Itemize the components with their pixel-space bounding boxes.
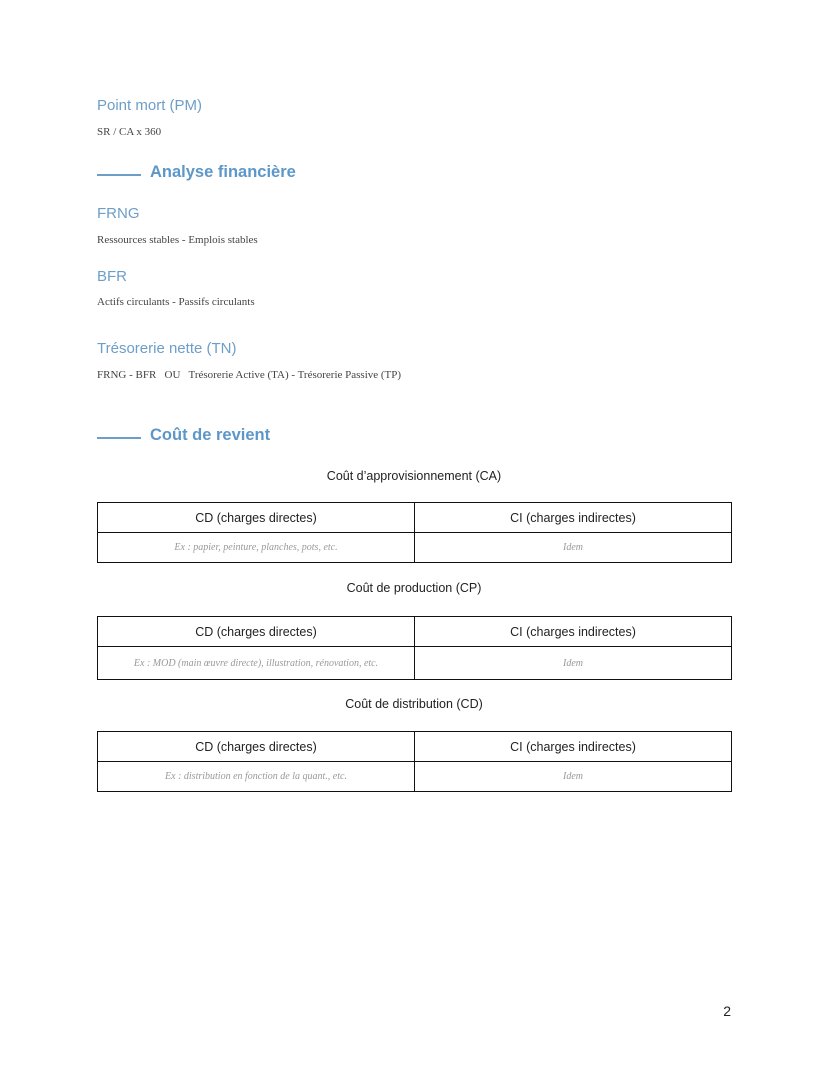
table-approvisionnement	[97, 502, 732, 563]
page-number: 2	[723, 1003, 731, 1019]
table-title-distribution: Coût de distribution (CD)	[345, 697, 483, 711]
table-example-cd: Ex : MOD (main œuvre directe), illustration, rénovation, etc.	[98, 647, 415, 680]
formula-frng: Ressources stables - Emplois stables	[97, 234, 258, 246]
table-header-ci: CI (charges indirectes)	[415, 617, 732, 647]
table-production	[97, 616, 732, 680]
heading-analyse-financiere: Analyse financière	[150, 163, 296, 181]
heading-tresorerie-nette: Trésorerie nette (TN)	[97, 340, 237, 357]
formula-tresorerie-nette: FRNG - BFR OU Trésorerie Active (TA) - Trésorerie Passive (TP)	[97, 369, 402, 381]
heading-cout-de-revient: Coût de revient	[150, 426, 271, 444]
table-header-cd: CD (charges directes)	[98, 503, 415, 533]
table-header-cd: CD (charges directes)	[98, 732, 415, 762]
table-header-cd: CD (charges directes)	[98, 617, 415, 647]
heading-frng: FRNG	[97, 205, 140, 222]
table-example-cd: Ex : distribution en fonction de la quant., etc.	[98, 762, 415, 792]
table-header-ci: CI (charges indirectes)	[415, 503, 732, 533]
section-rule-analyse	[97, 174, 141, 176]
table-distribution	[97, 731, 732, 792]
heading-bfr: BFR	[97, 268, 127, 285]
section-rule-cout	[97, 437, 141, 439]
table-title-approvisionnement: Coût d’approvisionnement (CA)	[326, 469, 502, 483]
formula-bfr: Actifs circulants - Passifs circulants	[97, 296, 255, 308]
heading-point-mort: Point mort (PM)	[97, 97, 203, 114]
formula-point-mort: SR / CA x 360	[97, 126, 162, 138]
table-example-cd: Ex : papier, peinture, planches, pots, etc.	[98, 533, 415, 563]
table-example-ci: Idem	[415, 533, 732, 563]
table-example-ci: Idem	[415, 647, 732, 680]
table-header-ci: CI (charges indirectes)	[415, 732, 732, 762]
table-title-production: Coût de production (CP)	[346, 581, 482, 595]
table-example-ci: Idem	[415, 762, 732, 792]
